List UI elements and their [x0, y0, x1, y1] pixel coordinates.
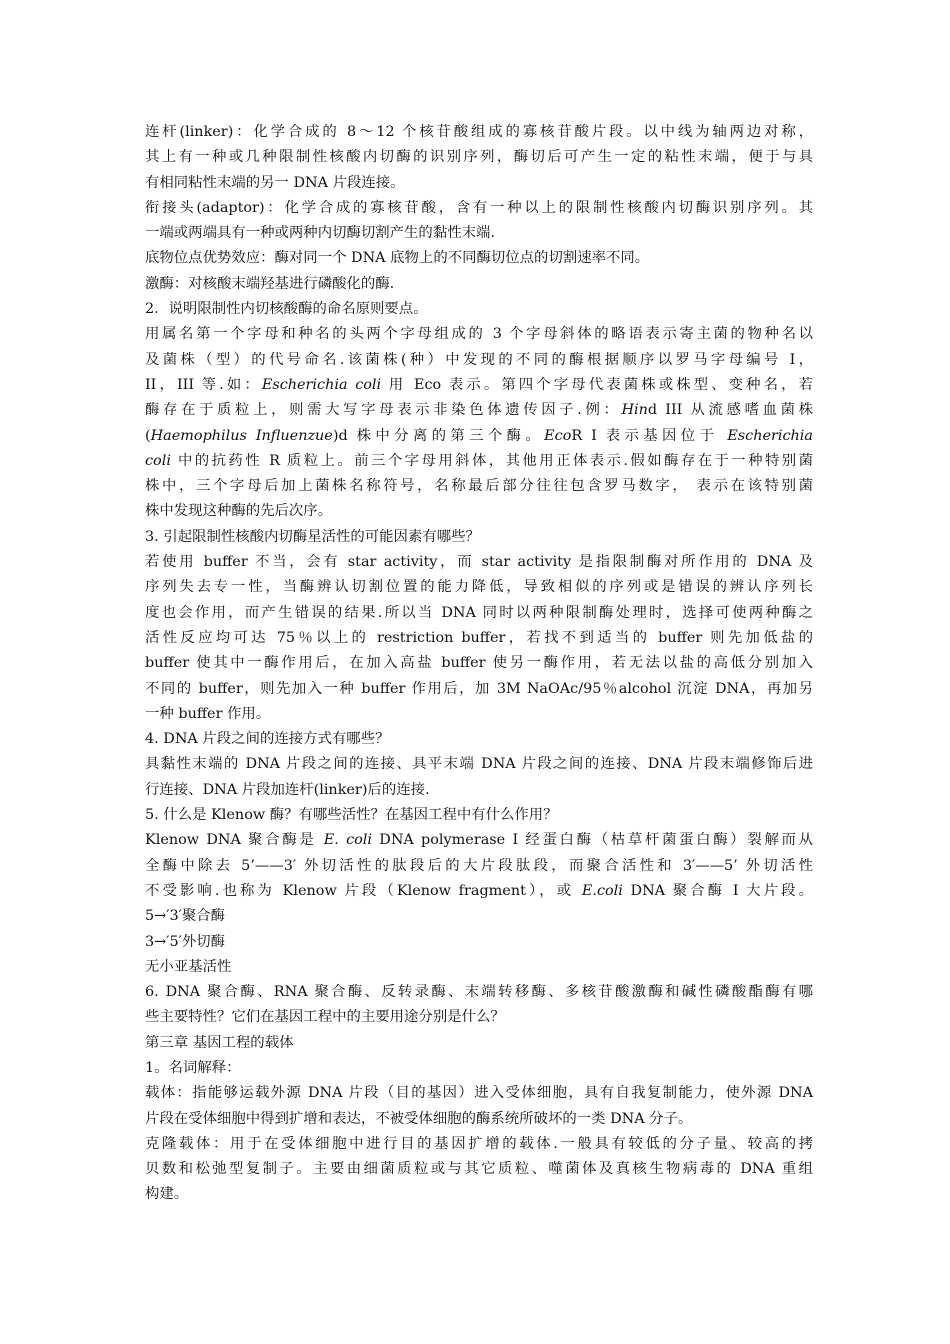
text-run: buffer 使其中一酶作用后，在加入高盐 buffer 使另一酶作用，若无法以盐的高低分别加入 — [145, 655, 813, 672]
text-line — [145, 145, 813, 170]
text-run: 构建。 — [145, 1186, 189, 1203]
text-run: 不同的 buffer，则先加入一种 buffer 作用后，加 3M NaOAc/95％alcohol 沉淀 DNA，再加另 — [145, 680, 813, 697]
text-line — [145, 449, 813, 474]
text-run: 具黏性末端的 DNA 片段之间的连接、具平末端 DNA 片段之间的连接、DNA 片段末端修饰后进 — [145, 756, 813, 773]
text-line — [145, 677, 813, 702]
text-run: ( — [145, 427, 151, 444]
text-line — [145, 727, 813, 752]
text-line — [145, 955, 813, 980]
text-line — [145, 752, 813, 777]
text-line — [145, 930, 813, 955]
italic-text: Eco — [544, 427, 572, 444]
text-run: 1。名词解释： — [145, 1059, 241, 1076]
text-line — [145, 1056, 813, 1081]
text-line — [145, 550, 813, 575]
text-run: 2．说明限制性内切核酸酶的命名原则要点。 — [145, 301, 428, 318]
text-run: 用属名第一个字母和种名的头两个字母组成的 3 个字母斜体的略语表示寄主菌的物种名以 — [145, 326, 813, 343]
text-line — [145, 601, 813, 626]
text-line — [145, 221, 813, 246]
text-run: d III 从流感嗜血菌株 — [647, 402, 813, 419]
text-line — [145, 980, 813, 1005]
text-run: 行连接、DNA 片段加连杆(linker)后的连接. — [145, 781, 430, 798]
text-run: 5. 什么是 Klenow 酶？有哪些活性？在基因工程中有什么作用？ — [145, 807, 558, 824]
text-line — [145, 196, 813, 221]
text-run: 些主要特性？它们在基因工程中的主要用途分别是什么？ — [145, 1009, 505, 1026]
text-run: 中的抗药性 R 质粒上。前三个字母用斜体，其他用正体表示.假如酶存在于一种特别菌 — [170, 452, 813, 469]
text-run: 贝数和松弛型复制子。主要由细菌质粒或与其它质粒、噬菌体及真核生物病毒的 DNA 重组 — [145, 1161, 813, 1178]
text-run: 一端或两端具有一种或两种内切酶切割产生的黏性末端. — [145, 225, 495, 242]
text-run: 无小亚基活性 — [145, 958, 232, 975]
text-run: 其上有一种或几种限制性核酸内切酶的识别序列，酶切后可产生一定的粘性末端，便于与具 — [145, 149, 813, 166]
text-run: 度也会作用，而产生错误的结果.所以当 DNA 同时以两种限制酶处理时，选择可使两种酶之 — [145, 604, 813, 621]
text-line — [145, 322, 813, 347]
text-run: 第三章 基因工程的载体 — [145, 1034, 294, 1051]
text-run: 3. 引起限制性核酸内切酶星活性的可能因素有哪些？ — [145, 528, 480, 545]
text-run: 活性反应均可达 75％以上的 restriction buffer，若找不到适当的 buffer 则先加低盐的 — [145, 629, 813, 646]
text-line — [145, 348, 813, 373]
text-line — [145, 525, 813, 550]
text-run: 3→′5′外切酶 — [145, 933, 226, 950]
text-run: 6. DNA 聚合酶、RNA 聚合酶、反转录酶、末端转移酶、多核苷酸激酶和碱性磷酸酯酶有哪 — [145, 984, 813, 1001]
text-line — [145, 499, 813, 524]
text-run: 克隆载体：用于在受体细胞中进行目的基因扩增的载体.一般具有较低的分子量、较高的拷 — [145, 1135, 813, 1152]
text-line — [145, 297, 813, 322]
text-run: 用 Eco 表示。第四个字母代表菌株或株型、变种名，若 — [381, 376, 813, 393]
text-line — [145, 854, 813, 879]
italic-text: E. coli — [323, 832, 373, 849]
text-line — [145, 1157, 813, 1182]
text-line — [145, 398, 813, 423]
text-line — [145, 702, 813, 727]
text-line — [145, 575, 813, 600]
italic-text: Escherichia coli — [261, 376, 382, 393]
text-run: 株中发现这种酶的先后次序。 — [145, 503, 333, 520]
text-line — [145, 828, 813, 853]
text-run: 激酶：对核酸末端羟基进行磷酸化的酶. — [145, 275, 395, 292]
text-line — [145, 373, 813, 398]
text-run: 5→′3′聚合酶 — [145, 908, 226, 925]
italic-text: Hin — [621, 402, 648, 419]
document-page — [145, 120, 813, 1208]
italic-text: coli — [145, 452, 171, 469]
text-line — [145, 246, 813, 271]
text-line — [145, 1005, 813, 1030]
text-run: 片段在受体细胞中得到扩增和表达，不被受体细胞的酶系统所破坏的一类 DNA 分子。 — [145, 1110, 693, 1127]
italic-text: Escherichia — [727, 427, 813, 444]
text-run: DNA 聚合酶 I 大片段。 — [622, 882, 813, 899]
text-line — [145, 120, 813, 145]
text-line — [145, 1081, 813, 1106]
text-run: 一种 buffer 作用。 — [145, 705, 271, 722]
text-line — [145, 1107, 813, 1132]
text-line — [145, 803, 813, 828]
text-run: DNA polymerase I 经蛋白酶（枯草杆菌蛋白酶）裂解而从 — [372, 832, 813, 849]
text-line — [145, 424, 813, 449]
text-run: 衔接头(adaptor)：化学合成的寡核苷酸，含有一种以上的限制性核酸内切酶识别序列。其 — [145, 199, 813, 216]
text-run: )d 株中分离的第三个酶。 — [332, 427, 545, 444]
text-run: II，III 等.如： — [145, 376, 262, 393]
text-line — [145, 171, 813, 196]
text-run: 序列失去专一性，当酶辨认切割位置的能力降低，导致相似的序列或是错误的辨认序列长 — [145, 579, 813, 596]
text-line — [145, 1182, 813, 1207]
text-run: 不受影响.也称为 Klenow 片段（Klenow fragment），或 — [145, 882, 582, 899]
italic-text: E.coli — [581, 882, 623, 899]
text-run: 若使用 buffer 不当，会有 star activity，而 star activity 是指限制酶对所作用的 DNA 及 — [145, 554, 813, 571]
text-run: 有相同粘性末端的另一 DNA 片段连接。 — [145, 174, 405, 191]
text-run: R I 表示基因位于 — [571, 427, 728, 444]
text-run: 株中，三个字母后加上菌株名称符号，名称最后部分往往包含罗马数字， 表示在该特别菌 — [145, 478, 813, 495]
text-run: 全酶中除去 5’——3′ 外切活性的肽段后的大片段肽段，而聚合活性和 3′——5’ 外切活性 — [145, 857, 813, 874]
text-run: 4. DNA 片段之间的连接方式有哪些？ — [145, 731, 390, 748]
text-line — [145, 626, 813, 651]
text-run: 连杆(linker)：化学合成的 8～12 个核苷酸组成的寡核苷酸片段。以中线为轴两边对称， — [145, 124, 813, 140]
text-line — [145, 272, 813, 297]
text-line — [145, 1132, 813, 1157]
text-run: 酶存在于质粒上，则需大写字母表示非染色体遗传因子.例： — [145, 402, 622, 419]
text-line — [145, 651, 813, 676]
text-run: 载体：指能够运载外源 DNA 片段（目的基因）进入受体细胞，具有自我复制能力，使外源 DNA — [145, 1085, 813, 1102]
text-run: Klenow DNA 聚合酶是 — [145, 832, 324, 849]
text-run: 及菌株（型）的代号命名.该菌株(种）中发现的不同的酶根据顺序以罗马字母编号 I， — [145, 351, 813, 368]
text-line — [145, 1031, 813, 1056]
text-line — [145, 778, 813, 803]
text-run: 底物位点优势效应：酶对同一个 DNA 底物上的不同酶切位点的切割速率不同。 — [145, 250, 650, 267]
text-line — [145, 474, 813, 499]
italic-text: Haemophilus Influenzue — [150, 427, 333, 444]
text-line — [145, 904, 813, 929]
text-line — [145, 879, 813, 904]
